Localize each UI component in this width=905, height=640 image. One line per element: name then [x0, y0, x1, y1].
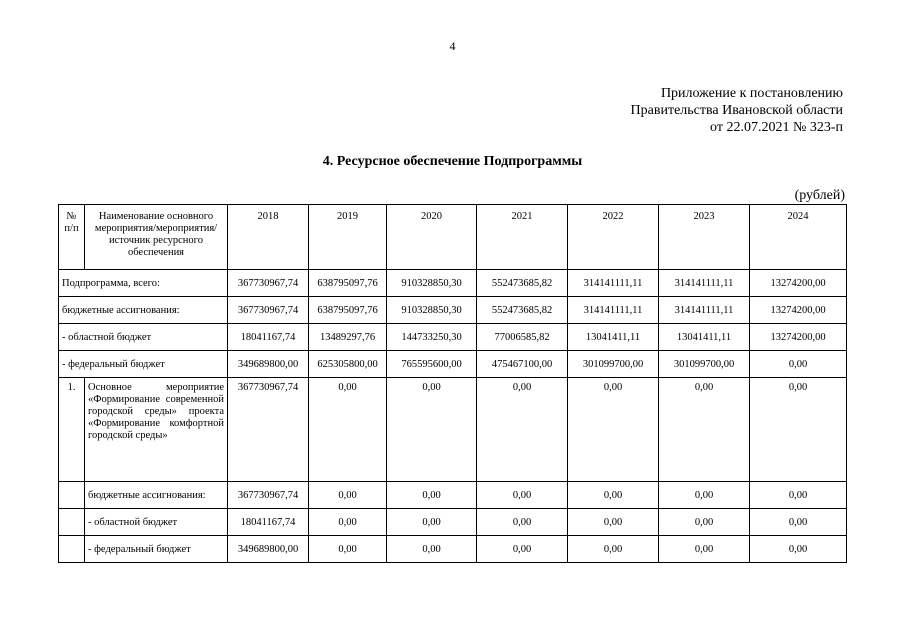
table-cell: 314141111,11 [568, 270, 659, 297]
header-year: 2020 [387, 205, 477, 270]
table-cell: 18041167,74 [228, 324, 309, 351]
header-year: 2021 [477, 205, 568, 270]
table-cell: 144733250,30 [387, 324, 477, 351]
appendix-line-1: Приложение к постановлению [660, 86, 843, 101]
table-cell: 301099700,00 [659, 351, 750, 378]
table-cell: 13274200,00 [750, 324, 847, 351]
row-label: - федеральный бюджет [85, 536, 228, 563]
table-cell: 314141111,11 [568, 297, 659, 324]
table-cell: 910328850,30 [387, 270, 477, 297]
table-cell: 0,00 [568, 378, 659, 482]
table-row [59, 297, 847, 324]
header-name: Наименование основного мероприятия/мероприятия/ источник ресурсного обеспечения [85, 205, 228, 270]
table-cell: 18041167,74 [228, 509, 309, 536]
table-cell: 0,00 [750, 536, 847, 563]
table-cell: 0,00 [659, 509, 750, 536]
appendix-line-2: Правительства Ивановской области [630, 103, 843, 118]
table-cell: 0,00 [477, 378, 568, 482]
table-cell: 0,00 [659, 536, 750, 563]
table-cell: 301099700,00 [568, 351, 659, 378]
row-label: бюджетные ассигнования: [85, 482, 228, 509]
row-label: бюджетные ассигнования: [59, 297, 228, 324]
table-cell: 0,00 [309, 536, 387, 563]
table-row [59, 536, 847, 563]
table-row [59, 482, 847, 509]
table-cell: 910328850,30 [387, 297, 477, 324]
table-cell: 0,00 [750, 482, 847, 509]
table-cell: 0,00 [568, 536, 659, 563]
table-cell: 625305800,00 [309, 351, 387, 378]
table-cell: 13489297,76 [309, 324, 387, 351]
row-label: - областной бюджет [85, 509, 228, 536]
table-cell: 0,00 [568, 482, 659, 509]
currency-unit: (рублей) [794, 188, 845, 203]
table-cell: 0,00 [477, 482, 568, 509]
table-row [59, 509, 847, 536]
header-year: 2023 [659, 205, 750, 270]
table-cell: 0,00 [750, 378, 847, 482]
table-cell: 552473685,82 [477, 270, 568, 297]
table-header-row [59, 205, 847, 270]
table-cell: 0,00 [659, 482, 750, 509]
table-cell: 765595600,00 [387, 351, 477, 378]
table-cell: 77006585,82 [477, 324, 568, 351]
table-cell: 367730967,74 [228, 297, 309, 324]
table-cell: 13041411,11 [568, 324, 659, 351]
table-cell: 13274200,00 [750, 270, 847, 297]
resource-table [58, 204, 847, 563]
row-label: - областной бюджет [59, 324, 228, 351]
table-cell: 13274200,00 [750, 297, 847, 324]
table-cell: 0,00 [309, 509, 387, 536]
table-cell: 0,00 [750, 509, 847, 536]
table-cell: 13041411,11 [659, 324, 750, 351]
header-year: 2019 [309, 205, 387, 270]
table-cell: 0,00 [387, 536, 477, 563]
table-row [59, 324, 847, 351]
table-cell: 349689800,00 [228, 536, 309, 563]
row-label: - федеральный бюджет [59, 351, 228, 378]
table-cell: 0,00 [387, 482, 477, 509]
empty-cell [59, 536, 85, 563]
header-year: 2018 [228, 205, 309, 270]
table-cell: 638795097,76 [309, 270, 387, 297]
table-cell: 0,00 [477, 509, 568, 536]
appendix-line-3: от 22.07.2021 № 323-п [710, 120, 843, 135]
table-cell: 0,00 [309, 378, 387, 482]
appendix-note [631, 85, 843, 136]
table-row [59, 351, 847, 378]
table-cell: 0,00 [387, 509, 477, 536]
table-cell: 0,00 [477, 536, 568, 563]
header-year: 2022 [568, 205, 659, 270]
event-index: 1. [59, 378, 85, 482]
page-number: 4 [449, 39, 456, 53]
table-cell: 0,00 [750, 351, 847, 378]
table-cell: 552473685,82 [477, 297, 568, 324]
table-cell: 314141111,11 [659, 297, 750, 324]
table-row [59, 270, 847, 297]
table-cell: 314141111,11 [659, 270, 750, 297]
empty-cell [59, 482, 85, 509]
header-year: 2024 [750, 205, 847, 270]
table-cell: 0,00 [309, 482, 387, 509]
empty-cell [59, 509, 85, 536]
main-event-row [59, 378, 847, 482]
table-cell: 367730967,74 [228, 482, 309, 509]
table-cell: 475467100,00 [477, 351, 568, 378]
table-cell: 0,00 [659, 378, 750, 482]
row-label: Подпрограмма, всего: [59, 270, 228, 297]
header-number: № п/п [59, 205, 85, 270]
event-name: Основное мероприятие «Формирование современной городской среды» проекта «Формирование комфортной городской среды» [85, 378, 228, 482]
table-cell: 638795097,76 [309, 297, 387, 324]
table-cell: 367730967,74 [228, 270, 309, 297]
section-title: 4. Ресурсное обеспечение Подпрограммы [322, 154, 583, 169]
table-cell: 0,00 [568, 509, 659, 536]
table-cell: 0,00 [387, 378, 477, 482]
table-cell: 367730967,74 [228, 378, 309, 482]
table-cell: 349689800,00 [228, 351, 309, 378]
